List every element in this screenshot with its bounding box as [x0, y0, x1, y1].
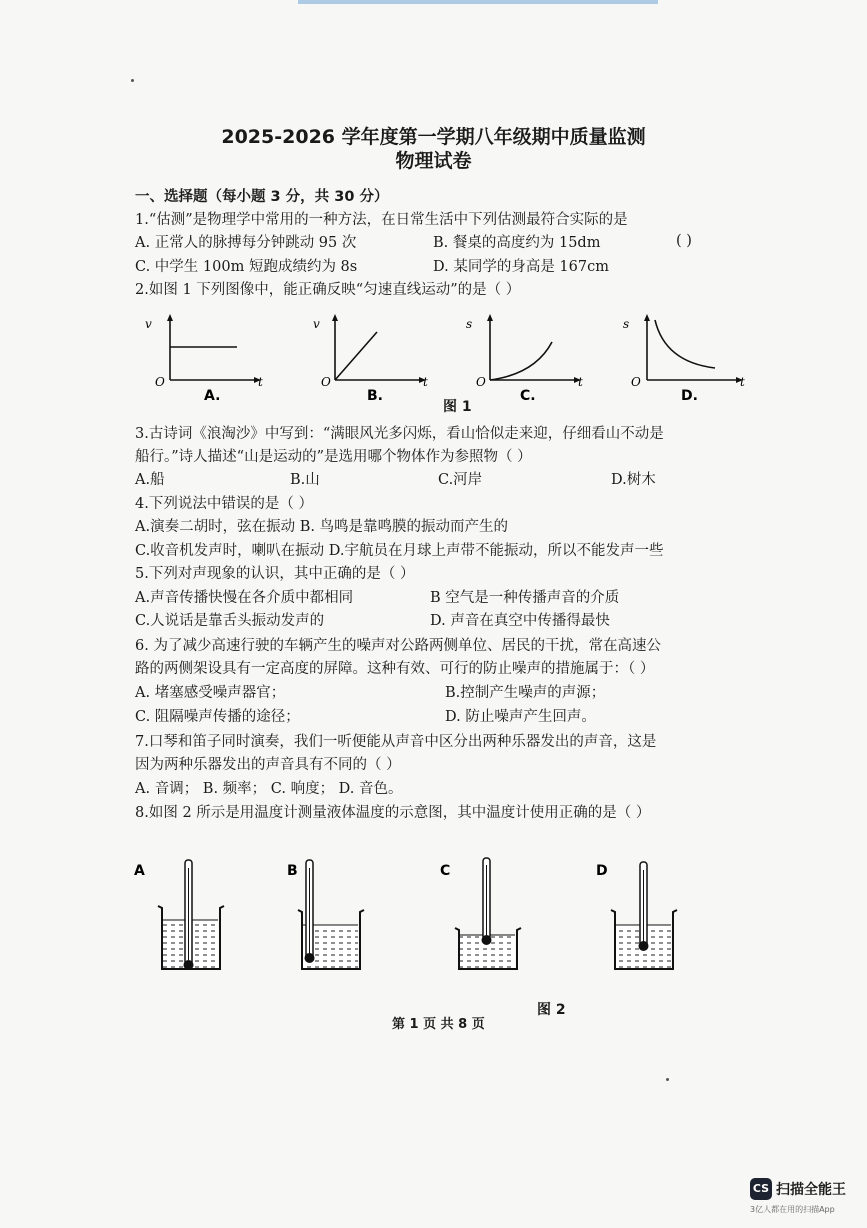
question-7-options: A. 音调； B. 频率； C. 响度； D. 音色。: [135, 781, 403, 797]
scan-speck: [666, 1078, 669, 1081]
graph-a-origin: O: [155, 375, 165, 389]
decreasing-curve: [655, 320, 715, 368]
question-6-option-c: C. 阻隔噪声传播的途径；: [135, 709, 300, 725]
figure-2: [130, 850, 650, 985]
scan-top-edge: [298, 0, 658, 4]
question-5-stem: 5.下列对声现象的认识，其中正确的是（ ）: [135, 566, 415, 582]
question-5-option-b: B 空气是一种传播声音的介质: [430, 590, 620, 606]
exam-subtitle: 物理试卷: [395, 150, 472, 172]
question-5-option-d: D. 声音在真空中传播得最快: [430, 613, 610, 629]
graph-a-letter: A.: [204, 388, 221, 404]
thermometer-a: [184, 860, 194, 970]
figure-2-label-d: D: [596, 863, 608, 879]
question-3-stem-line1: 3.古诗词《浪淘沙》中写到：“满眼风光多闪烁，看山恰似走来迎，仔细看山不动是: [135, 426, 664, 442]
question-7-stem-line2: 因为两种乐器发出的声音具有不同的（ ）: [135, 757, 401, 773]
graph-d-ylabel: s: [623, 317, 630, 331]
question-3-option-b: B.山: [290, 472, 320, 488]
figure-2-label-b: B: [287, 863, 298, 879]
thermometer-d: [639, 862, 649, 951]
question-7-stem-line1: 7.口琴和笛子同时演奏，我们一听便能从声音中区分出两种乐器发出的声音，这是: [135, 734, 657, 750]
question-2-stem: 2.如图 1 下列图像中，能正确反映“匀速直线运动”的是（ ）: [135, 282, 521, 298]
question-6-option-d: D. 防止噪声产生回声。: [445, 709, 596, 725]
scanner-watermark: [750, 1178, 860, 1218]
graph-c-origin: O: [476, 375, 486, 389]
question-6-stem-line2: 路的两侧架设具有一定高度的屏障。这种有效、可行的防止噪声的措施属于：（ ）: [135, 661, 655, 677]
graph-d-letter: D.: [681, 388, 698, 404]
question-6-stem-line1: 6. 为了减少高速行驶的车辆产生的噪声对公路两侧单位、居民的干扰，常在高速公: [135, 638, 661, 654]
question-3-stem-line2: 船行。”诗人描述“山是运动的”是选用哪个物体作为参照物（ ）: [135, 449, 532, 465]
question-1-option-d: D. 某同学的身高是 167cm: [433, 259, 609, 275]
question-8-stem: 8.如图 2 所示是用温度计测量液体温度的示意图，其中温度计使用正确的是（ ）: [135, 805, 651, 821]
question-5-option-c: C.人说话是靠舌头振动发声的: [135, 613, 325, 629]
question-5-option-a: A.声音传播快慢在各介质中都相同: [135, 590, 354, 606]
graph-c-letter: C.: [520, 388, 536, 404]
accelerating-curve: [490, 342, 552, 380]
figure-2-label-a: A: [134, 863, 145, 879]
graph-a: [140, 312, 263, 404]
question-1-option-c: C. 中学生 100m 短跑成绩约为 8s: [135, 259, 358, 275]
graph-b-letter: B.: [367, 388, 383, 404]
thermometer-b: [305, 860, 315, 963]
question-1-option-a: A. 正常人的脉搏每分钟跳动 95 次: [135, 235, 357, 251]
question-6-option-b: B.控制产生噪声的声源；: [445, 685, 606, 701]
graph-c: [460, 312, 590, 404]
graph-b: [305, 312, 435, 404]
question-1-stem: 1.“估测”是物理学中常用的一种方法，在日常生活中下列估测最符合实际的是: [135, 212, 628, 228]
graph-b-ylabel: v: [313, 317, 320, 331]
graph-a-xlabel: t: [258, 375, 263, 389]
scanner-tagline: 3亿人都在用的扫描App: [750, 1205, 835, 1214]
scanner-logo-icon: CS: [750, 1178, 772, 1200]
scan-speck: [131, 79, 134, 82]
page-footer: 第 1 页 共 8 页: [392, 1017, 485, 1032]
thermometer-c: [482, 858, 492, 945]
question-3-option-c: C.河岸: [438, 472, 483, 488]
graph-c-xlabel: t: [578, 375, 583, 389]
graph-d-xlabel: t: [740, 375, 745, 389]
figure-2-caption: 图 2: [537, 1002, 566, 1018]
graph-d-origin: O: [631, 375, 641, 389]
question-3-option-a: A.船: [135, 472, 165, 488]
question-1-option-b: B. 餐桌的高度约为 15dm: [433, 235, 601, 251]
section-heading: 一、选择题（每小题 3 分，共 30 分）: [135, 189, 389, 205]
exam-title: 2025-2026 学年度第一学期八年级期中质量监测: [221, 126, 646, 148]
increasing-line: [335, 332, 377, 380]
question-3-option-d: D.树木: [611, 472, 656, 488]
graph-b-xlabel: t: [423, 375, 428, 389]
graph-a-ylabel: v: [145, 317, 152, 331]
figure-2-label-c: C: [440, 863, 451, 879]
question-6-option-a: A. 堵塞感受噪声器官；: [135, 685, 286, 701]
graph-c-ylabel: s: [466, 317, 473, 331]
figure-1-caption: 图 1: [443, 399, 472, 415]
question-4-stem: 4.下列说法中错误的是（ ）: [135, 496, 313, 512]
question-4-options-cd: C.收音机发声时，喇叭在振动 D.宇航员在月球上声带不能振动，所以不能发声一些: [135, 543, 664, 559]
scanner-app-name: 扫描全能王: [776, 1182, 846, 1198]
graph-b-origin: O: [321, 375, 331, 389]
question-4-options-ab: A.演奏二胡时，弦在振动 B. 鸟鸣是靠鸣膜的振动而产生的: [135, 519, 509, 535]
answer-paren: ( ): [676, 233, 692, 249]
graph-d: [617, 312, 752, 404]
